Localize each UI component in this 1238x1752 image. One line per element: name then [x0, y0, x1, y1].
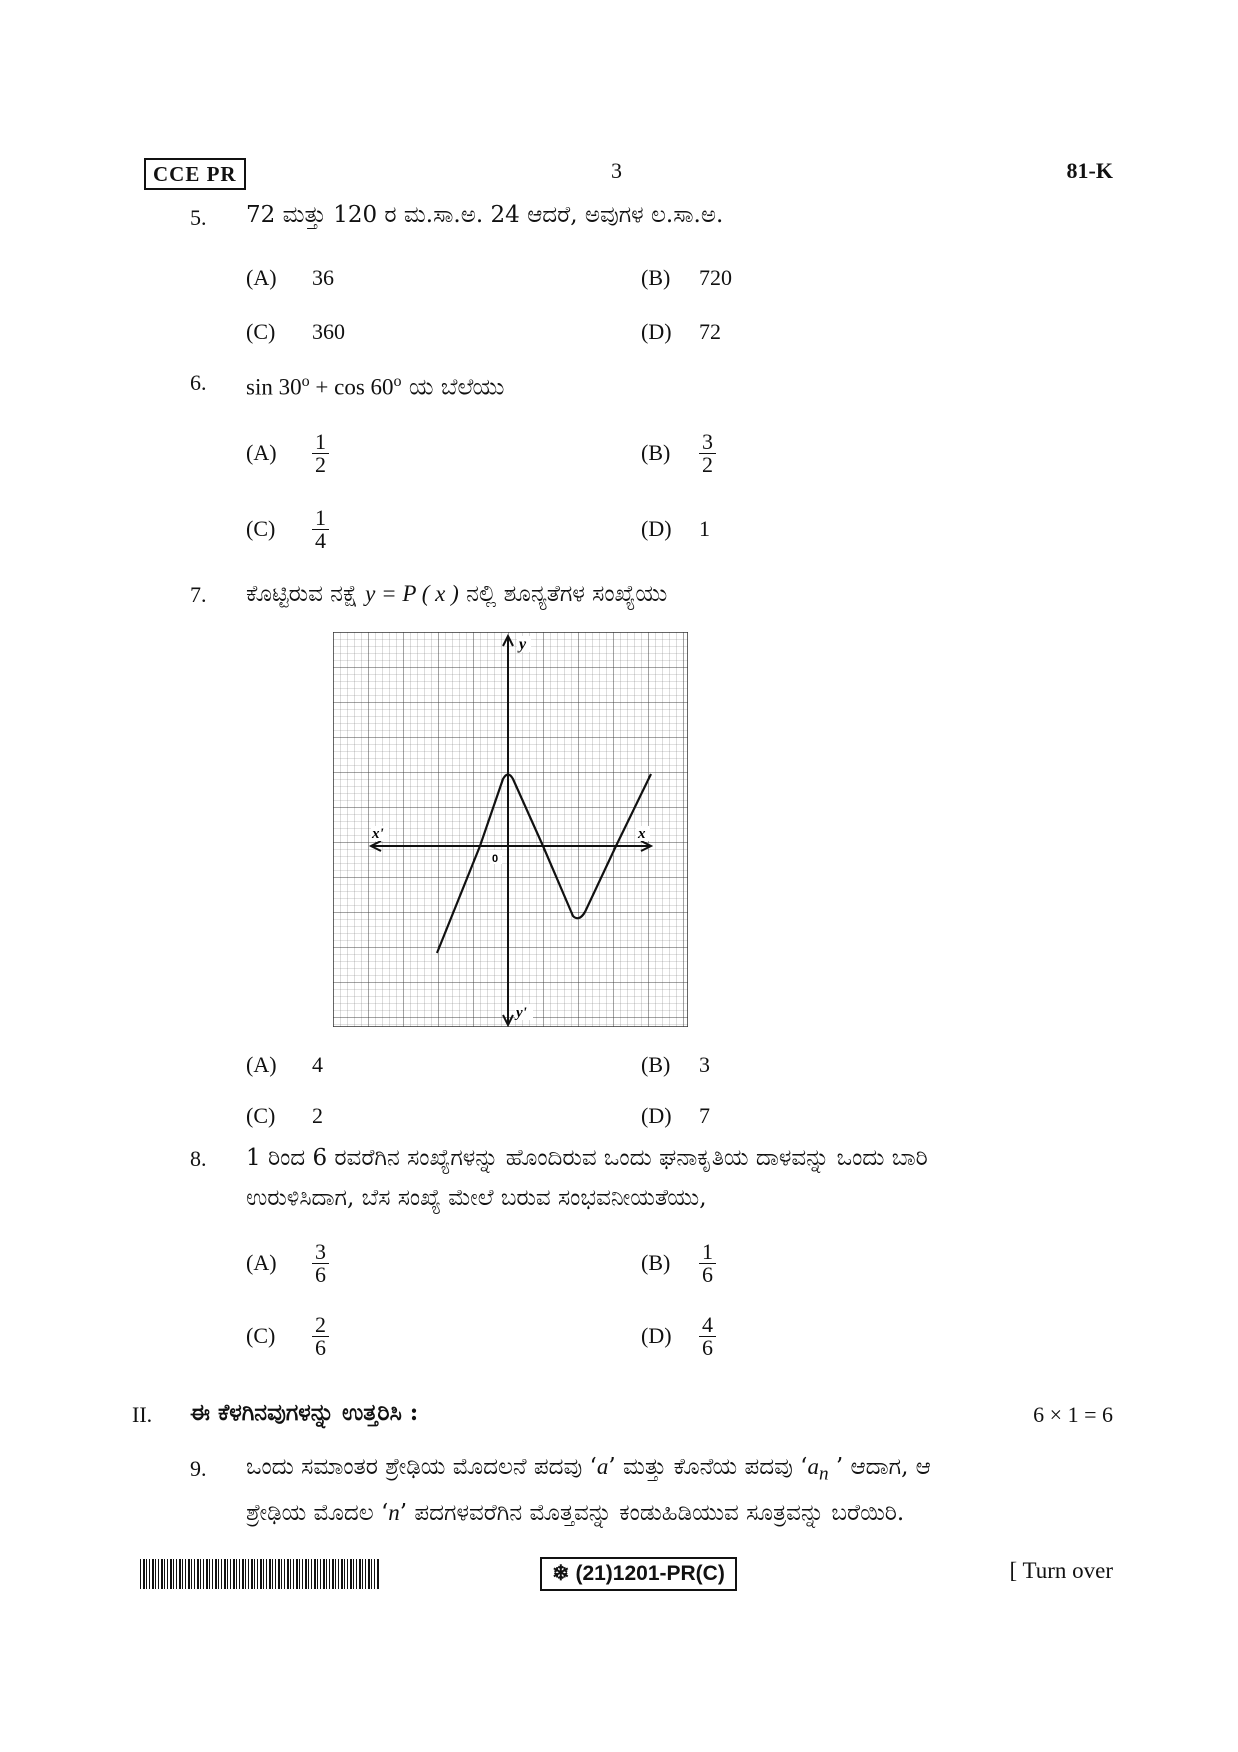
option-d — [641, 307, 721, 357]
option-label: (C) — [246, 319, 276, 344]
option-c — [246, 1091, 323, 1141]
fraction: $\frac{1}{6}$ — [699, 1241, 716, 1286]
option-value: 36 — [312, 265, 334, 290]
option-label: (B) — [641, 440, 671, 465]
barcode — [140, 1559, 380, 1589]
question-number: 5. — [190, 205, 207, 230]
fraction: $\frac{2}{6}$ — [312, 1314, 329, 1359]
turn-over: [ Turn over — [1009, 1558, 1113, 1583]
option-d — [641, 504, 710, 554]
x-prime-axis-label: x' — [372, 826, 384, 842]
option-c — [246, 504, 329, 554]
option-value: 360 — [312, 319, 345, 344]
fraction: $\frac{1}{4}$ — [312, 507, 329, 552]
footer-code: (21)1201-PR(C) — [575, 1562, 725, 1585]
section-marks: 6 × 1 = 6 — [1033, 1402, 1113, 1427]
option-b — [641, 1238, 716, 1288]
section-roman: II. — [132, 1402, 153, 1427]
footer-code-box — [540, 1557, 737, 1591]
snowflake-icon: ❄ — [552, 1562, 570, 1585]
y-axis-label: y — [519, 636, 527, 653]
option-value: 720 — [699, 265, 732, 290]
fraction: $\frac{1}{2}$ — [312, 431, 329, 476]
option-label: (C) — [246, 516, 276, 541]
option-label: (D) — [641, 1323, 672, 1348]
y-prime-axis-label: y' — [516, 1005, 527, 1021]
option-label: (B) — [641, 1250, 671, 1275]
origin-label: 0 — [492, 853, 499, 865]
header-box-label: CCE PR — [144, 158, 246, 190]
section-title: ಈ ಕೆಳಗಿನವುಗಳನ್ನು ಉತ್ತರಿಸಿ : — [190, 1399, 419, 1426]
option-label: (D) — [641, 516, 672, 541]
question-number: 7. — [190, 582, 207, 607]
question-text: 72 ಮತ್ತು 120 ರ ಮ.ಸಾ.ಅ. 24 ಆದರೆ, ಅವುಗಳ ಲ.ಸಾ.ಅ. — [246, 202, 724, 228]
polynomial-graph — [333, 632, 688, 1027]
fraction: $\frac{3}{6}$ — [312, 1241, 329, 1286]
option-a — [246, 1040, 323, 1090]
option-label: (A) — [246, 265, 277, 290]
option-label: (A) — [246, 440, 277, 465]
option-d — [641, 1311, 716, 1361]
option-b — [641, 253, 732, 303]
question-text-line-2: ಉರುಳಿಸಿದಾಗ, ಬೆಸ ಸಂಖ್ಯೆ ಮೇಲೆ ಬರುವ ಸಂಭವನೀಯತೆಯು, — [246, 1185, 707, 1211]
question-text: ಕೊಟ್ಟಿರುವ ನಕ್ಷೆ y = P ( x ) ನಲ್ಲಿ ಶೂನ್ಯತೆಗಳ ಸಂಖ್ಯೆಯು — [246, 581, 668, 607]
option-value: 3 — [699, 1052, 710, 1077]
option-c — [246, 307, 345, 357]
option-value: 2 — [312, 1103, 323, 1128]
option-a — [246, 1238, 329, 1288]
option-label: (A) — [246, 1250, 277, 1275]
option-label: (B) — [641, 1052, 671, 1077]
option-a — [246, 253, 334, 303]
option-c — [246, 1311, 329, 1361]
option-b — [641, 428, 716, 478]
option-label: (C) — [246, 1323, 276, 1348]
option-d — [641, 1091, 710, 1141]
question-text-line-2: ಶ್ರೇಢಿಯ ಮೊದಲ ‘n’ ಪದಗಳವರೆಗಿನ ಮೊತ್ತವನ್ನು ಕಂಡುಹಿಡಿಯುವ ಸೂತ್ರವನ್ನು ಬರೆಯಿರಿ. — [246, 1500, 905, 1526]
question-number: 6. — [190, 370, 207, 395]
page-number: 3 — [611, 158, 622, 183]
question-number: 9. — [190, 1456, 207, 1481]
fraction: $\frac{3}{2}$ — [699, 431, 716, 476]
paper-code: 81-K — [1066, 158, 1113, 183]
option-label: (C) — [246, 1103, 276, 1128]
question-text-line-1: 1 ರಿಂದ 6 ರವರೆಗಿನ ಸಂಖ್ಯೆಗಳನ್ನು ಹೊಂದಿರುವ ಒಂದು ಘನಾಕೃತಿಯ ದಾಳವನ್ನು ಒಂದು ಬಾರಿ — [246, 1145, 928, 1171]
option-a — [246, 428, 329, 478]
question-number: 8. — [190, 1146, 207, 1171]
question-text: $\sin 30^o + \cos 60^o$ ಯ ಬೆಲೆಯು — [246, 373, 505, 401]
option-label: (D) — [641, 319, 672, 344]
option-label: (D) — [641, 1103, 672, 1128]
option-value: 72 — [699, 319, 721, 344]
x-axis-label: x — [638, 826, 646, 842]
option-value: 4 — [312, 1052, 323, 1077]
option-value: 7 — [699, 1103, 710, 1128]
option-b — [641, 1040, 710, 1090]
option-label: (A) — [246, 1052, 277, 1077]
fraction: $\frac{4}{6}$ — [699, 1314, 716, 1359]
option-value: 1 — [699, 516, 710, 541]
option-label: (B) — [641, 265, 671, 290]
question-text-line-1: ಒಂದು ಸಮಾಂತರ ಶ್ರೇಢಿಯ ಮೊದಲನೆ ಪದವು ‘a’ ಮತ್ತು ಕೊನೆಯ ಪದವು ‘$a_n$ ’ ಆದಾಗ, ಆ — [246, 1454, 931, 1485]
